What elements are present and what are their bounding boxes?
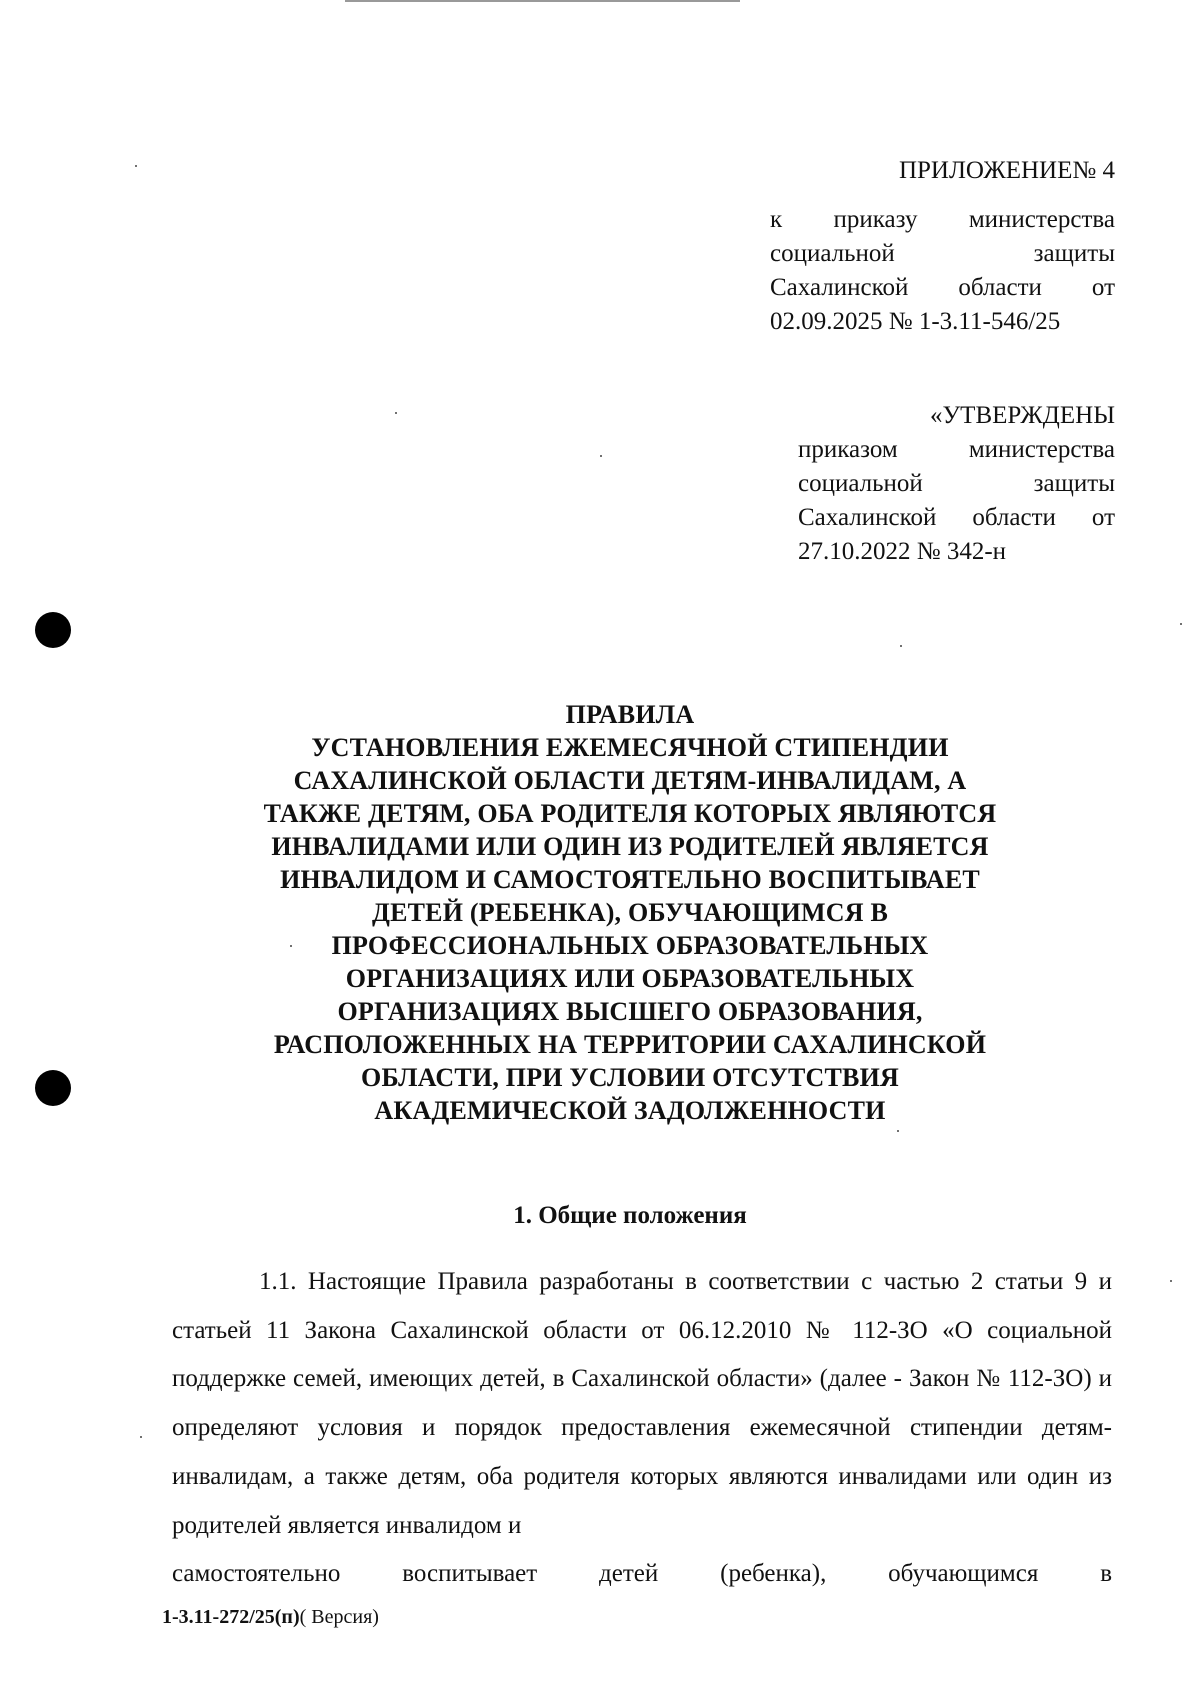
approved-order-reference: приказом министерства социальной защиты Сахалинской области от 27.10.2022 № 342-н: [798, 436, 1115, 565]
section-heading: 1. Общие положения: [513, 1202, 747, 1229]
document-footer: [162, 1606, 379, 1629]
scan-speck: [1170, 1280, 1172, 1282]
annex-order-reference: к приказу министерства социальной защиты Сахалинской области от 02.09.2025 № 1-3.11-546/25: [770, 206, 1115, 335]
approved-block: [798, 399, 1115, 569]
title-line: ПРОФЕССИОНАЛЬНЫХ ОБРАЗОВАТЕЛЬНЫХ: [331, 931, 929, 960]
scan-speck: [600, 455, 602, 457]
approved-heading: «УТВЕРЖДЕНЫ: [929, 402, 1115, 429]
document-code: 1-3.11-272/25(п): [162, 1606, 300, 1628]
paragraph-last-line: самостоятельно воспитывает детей (ребенка), обучающимся в: [172, 1560, 1112, 1588]
title-line: ОБЛАСТИ, ПРИ УСЛОВИИ ОТСУТСТВИЯ: [361, 1063, 899, 1092]
title-line: ПРАВИЛА: [565, 700, 695, 729]
punch-hole-top: [35, 612, 71, 648]
title-line: ТАКЖЕ ДЕТЯМ, ОБА РОДИТЕЛЯ КОТОРЫХ ЯВЛЯЮТСЯ: [263, 799, 997, 828]
annex-heading: ПРИЛОЖЕНИЕ№ 4: [898, 157, 1115, 184]
scan-speck: [395, 412, 397, 414]
scan-speck: [900, 645, 902, 647]
scan-edge-line: [345, 0, 740, 2]
document-version: ( Версия): [299, 1606, 379, 1628]
scan-speck: [1180, 623, 1182, 625]
title-line: АКАДЕМИЧЕСКОЙ ЗАДОЛЖЕННОСТИ: [374, 1096, 886, 1125]
scan-speck: [897, 1130, 899, 1132]
paragraph-1-1: [172, 1258, 1112, 1599]
punch-hole-bottom: [35, 1070, 71, 1106]
title-line: РАСПОЛОЖЕННЫХ НА ТЕРРИТОРИИ САХАЛИНСКОЙ: [273, 1030, 987, 1059]
scan-speck: [135, 165, 137, 167]
title-line: ДЕТЕЙ (РЕБЕНКА), ОБУЧАЮЩИМСЯ В: [372, 898, 888, 927]
title-line: ОРГАНИЗАЦИЯХ ВЫСШЕГО ОБРАЗОВАНИЯ,: [337, 997, 923, 1026]
title-line: УСТАНОВЛЕНИЯ ЕЖЕМЕСЯЧНОЙ СТИПЕНДИИ: [311, 733, 949, 762]
paragraph-text: 1.1. Настоящие Правила разработаны в соответствии с частью 2 статьи 9 и статьей 11 Закона Сахалинской области от 06.12.2010 № 112-ЗО «О социальной поддержке семей, имеющих детей, в Сахалинской области» (далее - Закон № 112-ЗО) и определяют условия и порядок предоставления ежемесячной стипендии детям-инвалидам, а также детям, оба родителя которых являются инвалидами или один из родителей является инвалидом и: [172, 1268, 1112, 1539]
scan-speck: [290, 945, 292, 947]
scan-speck: [140, 1436, 142, 1438]
annex-block: [770, 154, 1115, 339]
title-line: ИНВАЛИДОМ И САМОСТОЯТЕЛЬНО ВОСПИТЫВАЕТ: [280, 865, 980, 894]
title-line: ИНВАЛИДАМИ ИЛИ ОДИН ИЗ РОДИТЕЛЕЙ ЯВЛЯЕТСЯ: [271, 832, 989, 861]
title-line: ОРГАНИЗАЦИЯХ ИЛИ ОБРАЗОВАТЕЛЬНЫХ: [345, 964, 915, 993]
document-title: [180, 698, 1080, 1127]
title-line: САХАЛИНСКОЙ ОБЛАСТИ ДЕТЯМ-ИНВАЛИДАМ, А: [293, 766, 967, 795]
